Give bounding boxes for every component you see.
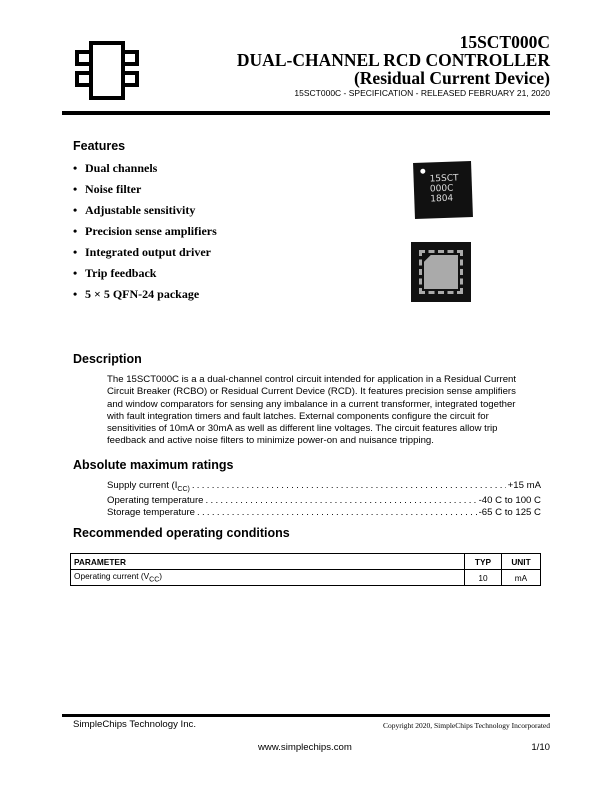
- header-rule: [62, 111, 550, 115]
- feature-item: • Dual channels: [73, 160, 217, 181]
- abs-max-heading: Absolute maximum ratings: [73, 458, 234, 472]
- description-line: The 15SCT000C is a a dual-channel control circuit intended for application in a Residual Current: [107, 374, 517, 385]
- doc-title: DUAL-CHANNEL RCD CONTROLLER: [236, 50, 550, 70]
- description-line: with fault integration timers and fault latches. External components configure the circuit for: [107, 410, 489, 422]
- table-header-row: [71, 554, 541, 570]
- feature-item: • Noise filter: [73, 181, 217, 202]
- rating-row: [107, 495, 541, 506]
- description-line: feedback and active noise filters to minimize power-on and nuisance tripping.: [107, 435, 434, 447]
- rec-op-table: [70, 553, 541, 586]
- rating-value: -65 C to 125 C: [478, 506, 541, 518]
- chip-package-icon: [74, 40, 140, 100]
- description-line: Circuit Breaker (RCBO) or Residual Current Device (RCD). It features precision sense amplifiers: [107, 386, 516, 398]
- chip-marking: 1804: [430, 193, 454, 205]
- rating-label: Storage temperature: [107, 506, 195, 518]
- feature-item: • Trip feedback: [73, 265, 217, 286]
- features-heading: Features: [73, 139, 126, 153]
- description-heading: Description: [73, 352, 142, 366]
- unit-cell: mA: [502, 570, 541, 586]
- rating-label: Supply current ($I_{CC)}$: [107, 480, 190, 493]
- page-number: 1/10: [531, 742, 550, 753]
- chip-marking: 000C: [429, 183, 454, 195]
- rating-row: [107, 480, 541, 495]
- features-list: [73, 160, 217, 307]
- part-number: 15SCT000C: [459, 32, 550, 52]
- typ-cell: 10: [465, 570, 502, 586]
- footer-copyright: Copyright 2020, SimpleChips Technology Incorporated: [382, 721, 550, 730]
- description-line: sensitivities of 10mA or 30mA as well as different line voltages. The circuit features allow trip: [107, 423, 498, 435]
- description-line: and window comparators for sensing any imbalance in a current transformer, integrated together: [107, 398, 516, 410]
- chip-photo-top: [413, 161, 473, 219]
- param-cell: Operating current $(V_{CC})$: [71, 570, 465, 586]
- footer-company: SimpleChips Technology Inc.: [73, 719, 197, 730]
- rating-label: Operating temperature: [107, 495, 204, 507]
- rec-op-heading: Recommended operating conditions: [73, 526, 290, 540]
- doc-subtitle: (Residual Current Device): [353, 68, 550, 88]
- chip-marking: 15SCT: [429, 173, 459, 185]
- rating-value: +15 mA: [507, 480, 541, 491]
- feature-item: • Adjustable sensitivity: [73, 202, 217, 223]
- column-header: PARAMETER: [71, 554, 465, 570]
- feature-item: • Precision sense amplifiers: [73, 223, 217, 244]
- chip-photo-bottom: [411, 242, 471, 302]
- table-row: [71, 570, 541, 586]
- rating-row: [107, 507, 541, 518]
- feature-item: • 5 × 5 QFN-24 package: [73, 286, 217, 307]
- spec-line: 15SCT000C - SPECIFICATION - RELEASED FEBRUARY 21, 2020: [294, 88, 550, 98]
- feature-item: • Integrated output driver: [73, 244, 217, 265]
- footer-rule: [62, 714, 550, 717]
- footer-website[interactable]: www.simplechips.com: [258, 742, 352, 753]
- column-header: UNIT: [502, 554, 541, 570]
- description-body: [107, 374, 516, 448]
- rating-value: -40 C to 100 C: [478, 495, 541, 507]
- abs-max-list: [107, 480, 541, 518]
- column-header: TYP: [465, 554, 502, 570]
